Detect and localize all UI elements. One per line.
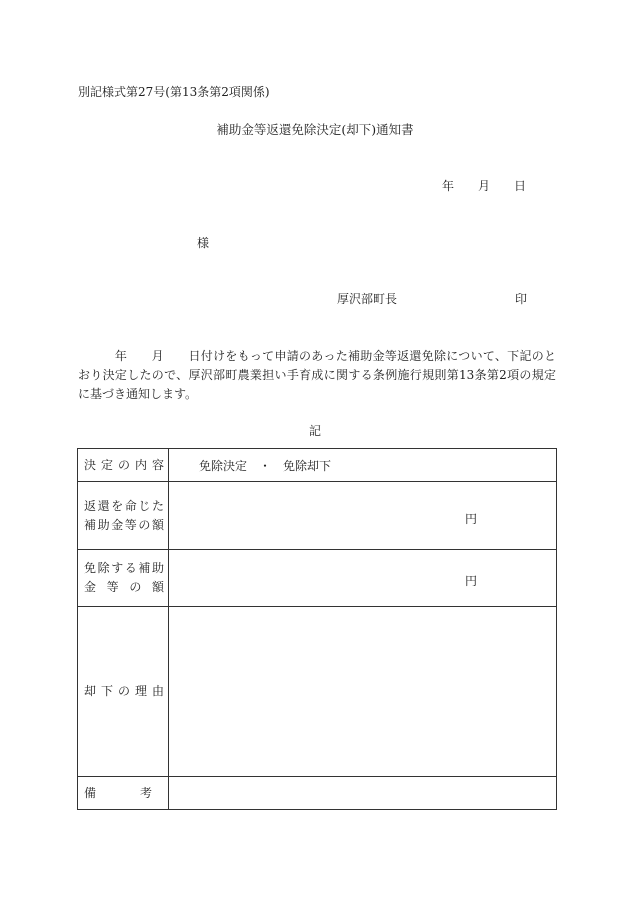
exempt-amount-unit: 円	[465, 574, 478, 588]
row-exempt-amount	[78, 550, 557, 607]
return-amount-label: 返還を命じた補助金等の額	[78, 482, 169, 550]
row-return-amount	[78, 482, 557, 550]
row-remarks	[78, 777, 557, 810]
seal-mark: 印	[515, 292, 528, 306]
row-decision	[78, 449, 557, 482]
exempt-amount-label: 免除する補助金等の額	[78, 550, 169, 607]
decision-value: 免除決定 ・ 免除却下	[169, 449, 557, 482]
remarks-label	[78, 777, 169, 810]
date-day: 日	[514, 179, 527, 193]
detail-table	[77, 448, 557, 810]
issuer-name: 厚沢部町長	[337, 292, 398, 306]
date-month: 月	[478, 179, 491, 193]
reason-label: 却下の理由	[78, 607, 169, 777]
return-amount-field	[169, 482, 557, 550]
row-reason	[78, 607, 557, 777]
exempt-amount-field	[169, 550, 557, 607]
document-title: 補助金等返還免除決定(却下)通知書	[216, 122, 414, 137]
remarks-field	[169, 777, 557, 810]
remarks-label-char-2: 考	[139, 785, 152, 800]
date-year: 年	[442, 179, 455, 193]
ki-mark: 記	[308, 424, 321, 438]
decision-label: 決定の内容	[78, 449, 169, 482]
remarks-label-char-1: 備	[84, 785, 97, 800]
recipient-honorific: 様	[197, 236, 210, 250]
form-number: 別記様式第27号(第13条第2項関係)	[78, 85, 270, 99]
date-line	[442, 180, 526, 192]
return-amount-unit: 円	[465, 512, 478, 526]
body-paragraph: 年 月 日付けをもって申請のあった補助金等返還免除について、下記のとおり決定したので、厚沢部町農業担い手育成に関する条例施行規則第13条第2項の規定に基づき通知します。	[78, 349, 556, 401]
reason-field	[169, 607, 557, 777]
